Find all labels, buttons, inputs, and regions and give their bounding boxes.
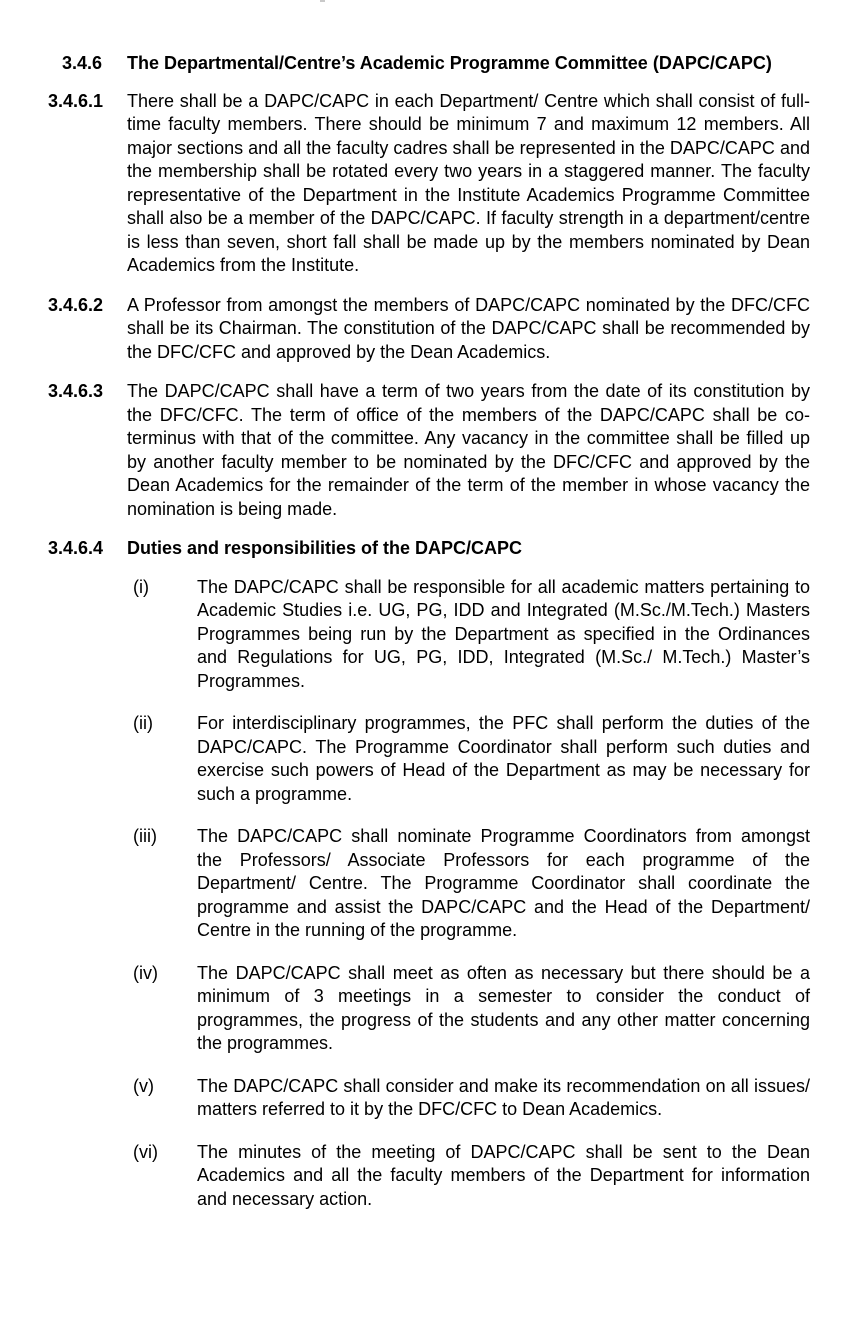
list-item-text: The DAPC/CAPC shall meet as often as necessary but there should be a minimum of 3 meetings in a semester to consider the conduct of programmes, the progress of the students and any other matter concerning the programmes. <box>197 962 810 1053</box>
list-item-label: (i) <box>133 576 149 597</box>
list-item-v <box>133 1075 810 1122</box>
list-item-text: The DAPC/CAPC shall consider and make its recommendation on all issues/ matters referred to it by the DFC/CFC to Dean Academics. <box>197 1075 810 1119</box>
list-item-label: (v) <box>133 1075 154 1096</box>
section-number: 3.4.6.4 <box>48 538 104 558</box>
scan-artifact-speck <box>320 0 325 2</box>
section-3-4-6-2 <box>48 294 810 365</box>
list-item-label: (iii) <box>133 826 157 846</box>
section-heading: The Departmental/Centre’s Academic Programme Committee (DAPC/CAPC) <box>127 53 772 73</box>
list-item-text: The minutes of the meeting of DAPC/CAPC shall be sent to the Dean Academics and all the faculty members of the Department for information and necessary action. <box>197 1141 810 1209</box>
section-3-4-6 <box>48 52 810 76</box>
list-item-vi <box>133 1141 810 1212</box>
section-3-4-6-1 <box>48 90 810 278</box>
section-3-4-6-3 <box>48 380 810 521</box>
section-heading: Duties and responsibilities of the DAPC/CAPC <box>127 538 523 558</box>
section-paragraph: There shall be a DAPC/CAPC in each Department/ Centre which shall consist of full-time faculty members. There should be minimum 7 and maximum 12 members. All major sections and all the faculty cadres shall be represented in the DAPC/CAPC and the membership shall be rotated every two years in a staggered manner. The faculty representative of the Department in the Institute Academics Programme Committee shall also be a member of the DAPC/CAPC. If faculty strength in a department/centre is less than seven, short fall shall be made up by the members nominated by Dean Academics from the Institute. <box>127 90 810 275</box>
list-item-label: (ii) <box>133 713 153 733</box>
section-paragraph: A Professor from amongst the members of DAPC/CAPC nominated by the DFC/CFC shall be its Chairman. The constitution of the DAPC/CAPC shall be recommended by the DFC/CFC and approved by the Dean Academics. <box>127 294 810 362</box>
list-item-ii <box>133 712 810 806</box>
list-item-iii <box>133 825 810 943</box>
section-number: 3.4.6.3 <box>48 381 104 401</box>
list-item-text: The DAPC/CAPC shall be responsible for all academic matters pertaining to Academic Studies i.e. UG, PG, IDD and Integrated (M.Sc./M.Tech.) Masters Programmes being run by the Department as specified in the Ordinances and Regulations for UG, PG, IDD, Integrated (M.Sc./ M.Tech.) Master’s Programmes. <box>197 576 810 691</box>
list-item-label: (vi) <box>133 1141 158 1162</box>
section-3-4-6-4 <box>48 537 810 561</box>
list-item-label: (iv) <box>133 962 158 983</box>
list-item-text: For interdisciplinary programmes, the PFC shall perform the duties of the DAPC/CAPC. The Programme Coordinator shall perform such duties and exercise such powers of Head of the Department as may be necessary for such a programme. <box>197 713 810 804</box>
list-item-i <box>133 576 810 694</box>
section-number: 3.4.6.2 <box>48 294 104 315</box>
section-number: 3.4.6.1 <box>48 90 104 111</box>
list-item-text: The DAPC/CAPC shall nominate Programme Coordinators from amongst the Professors/ Associate Professors for each programme of the Department/ Centre. The Programme Coordinator shall coordinate the programme and assist the DAPC/CAPC and the Head of the Department/ Centre in the running of the programme. <box>197 826 810 940</box>
list-item-iv <box>133 962 810 1056</box>
section-paragraph: The DAPC/CAPC shall have a term of two years from the date of its constitution by the DFC/CFC. The term of office of the members of the DAPC/CAPC shall be co-terminus with that of the committee. Any vacancy in the committee shall be filled up by another faculty member to be nominated by the DFC/CFC and approved by the Dean Academics for the remainder of the term of the member in whose vacancy the nomination is being made. <box>127 381 810 519</box>
section-number: 3.4.6 <box>62 53 103 73</box>
